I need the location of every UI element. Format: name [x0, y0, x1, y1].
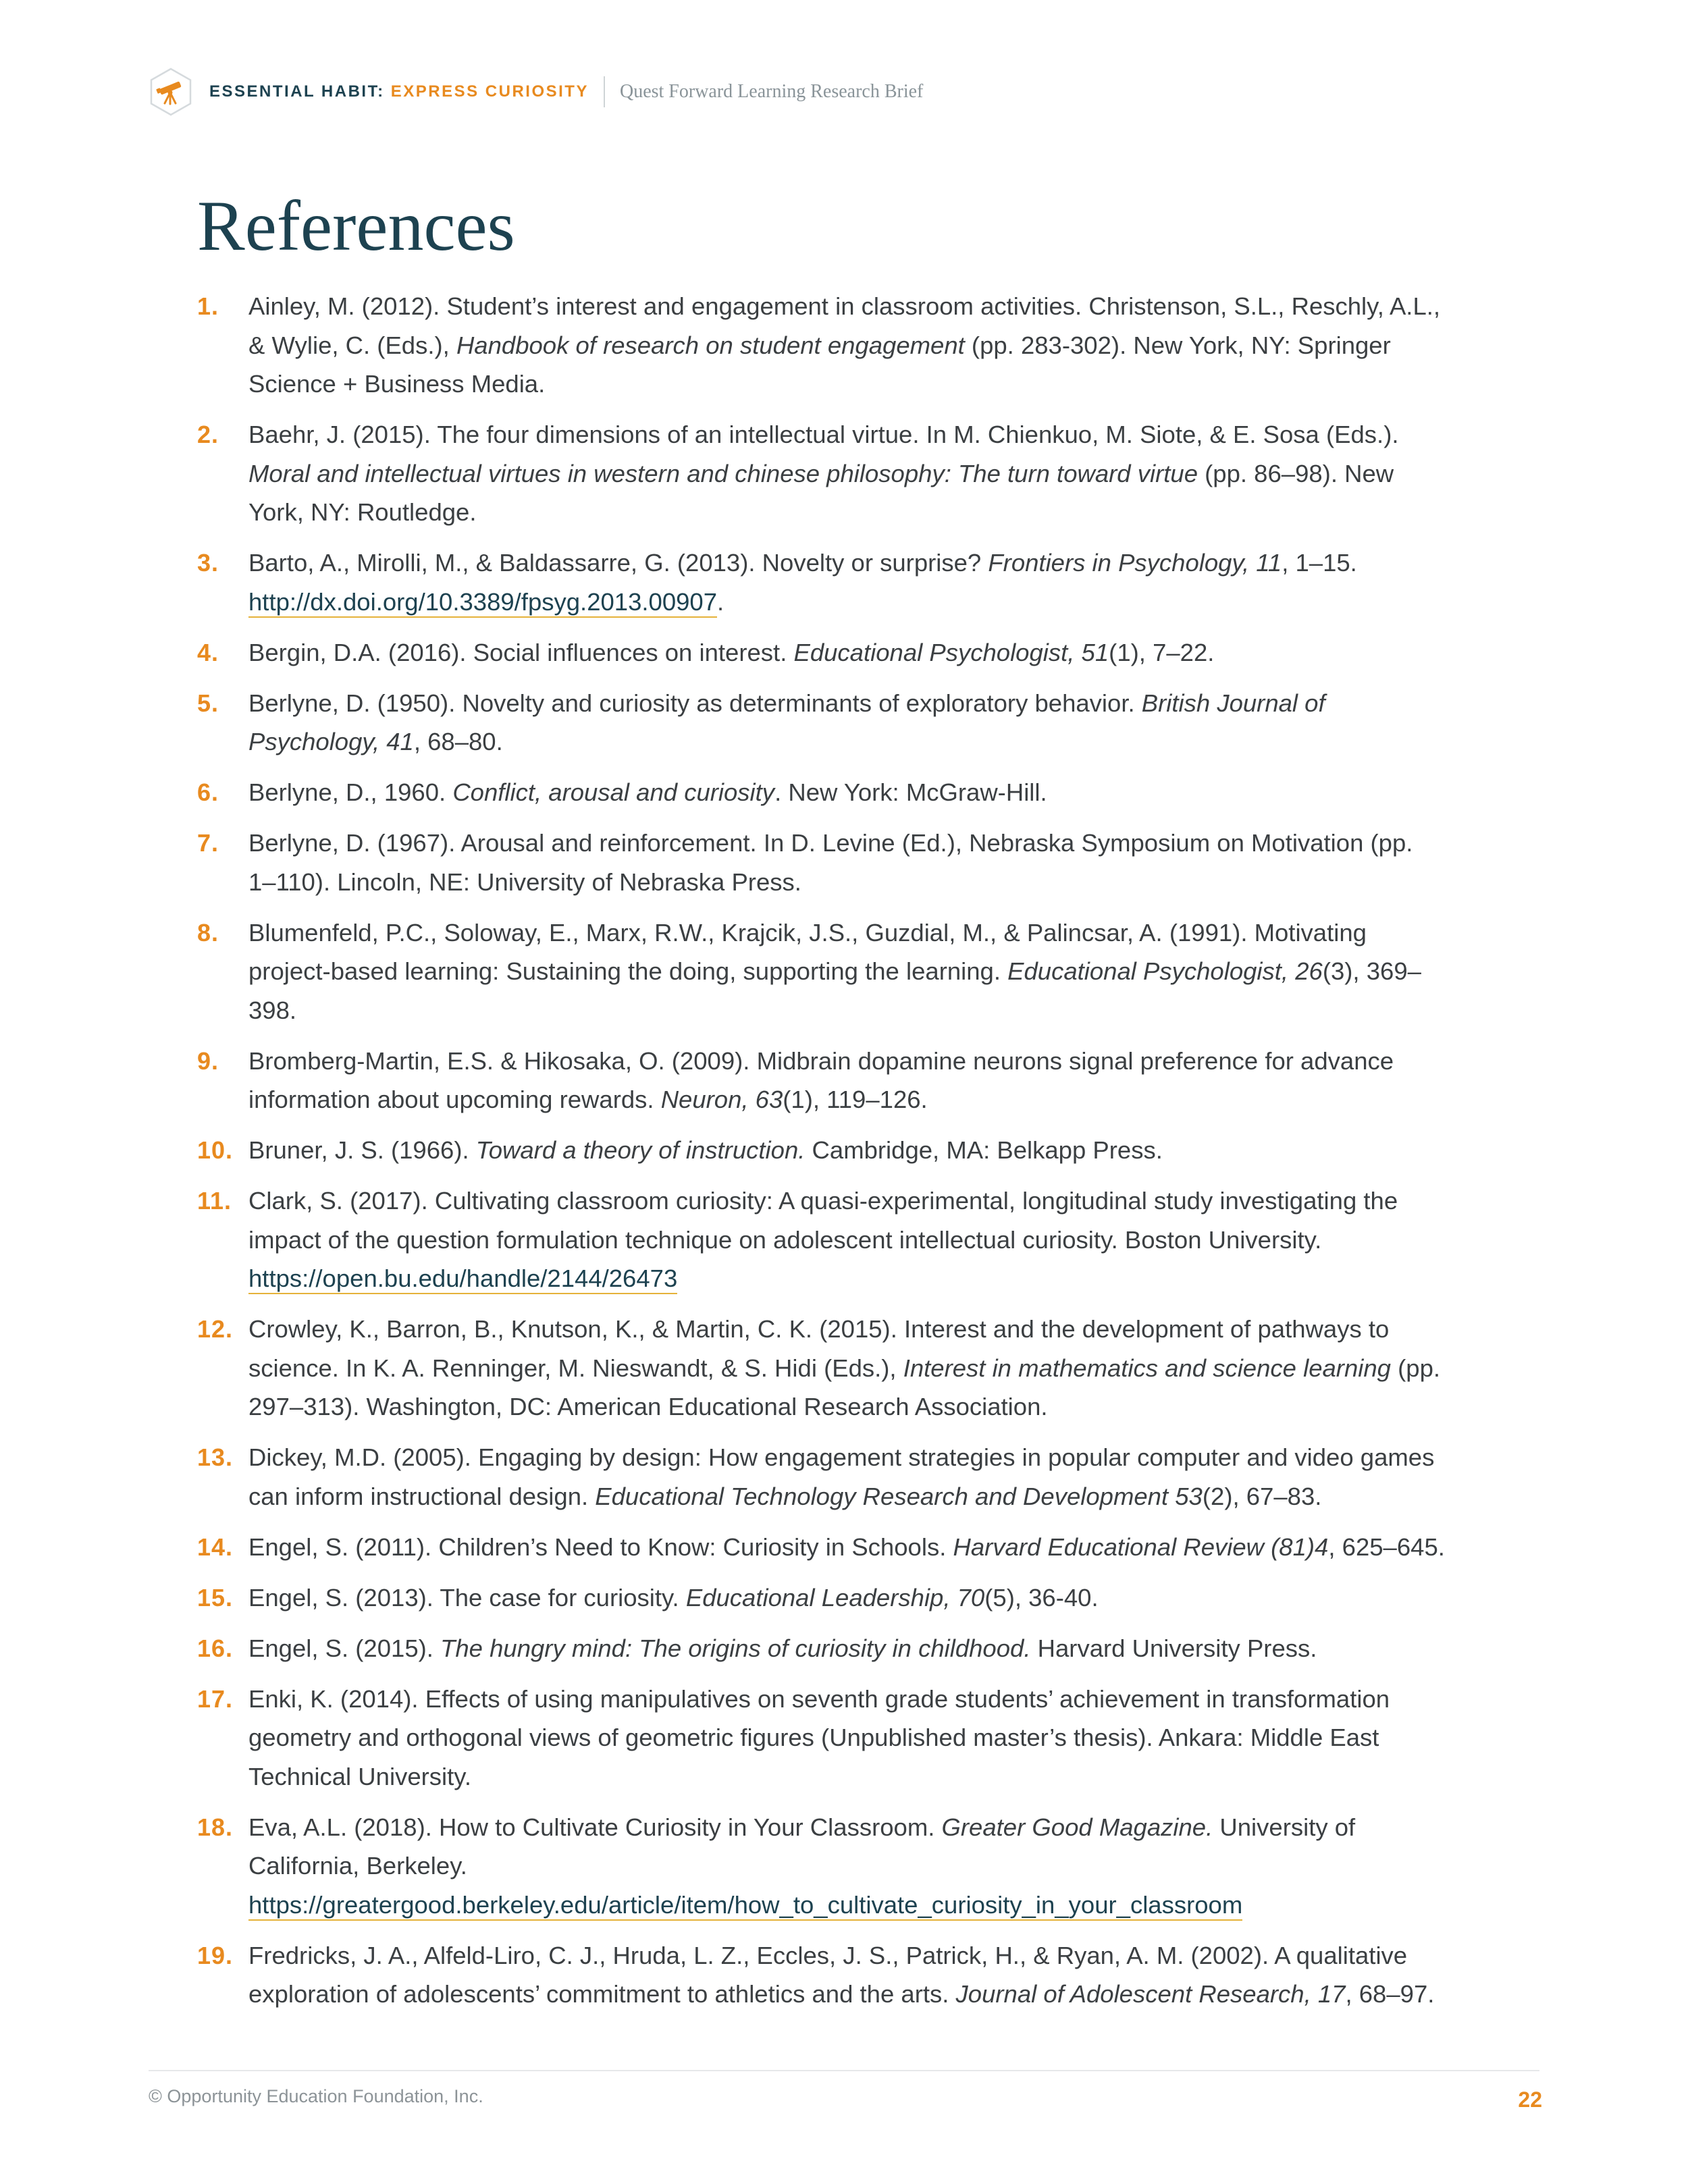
reference-segment: Bruner, J. S. (1966). [248, 1136, 476, 1164]
reference-text [248, 549, 1357, 618]
reference-number: 9. [197, 1046, 219, 1075]
reference-number: 4. [197, 638, 219, 666]
reference-italic-title: Moral and intellectual virtues in western and chinese philosophy: The turn toward virtue [248, 459, 1198, 487]
reference-italic-title: Journal of Adolescent Research, 17 [955, 1980, 1346, 2008]
reference-number: 15. [197, 1583, 234, 1612]
reference-segment: University of California, Berkeley. [248, 1813, 1356, 1880]
reference-segment: Ainley, M. (2012). Student’s interest and engagement in classroom activities. Christenson, S.L., Reschly, A.L., & Wylie, C. (Eds.), [248, 292, 1441, 359]
reference-text [248, 919, 1421, 1024]
reference-number: 6. [197, 778, 219, 806]
reference-item [197, 773, 1446, 812]
reference-item [197, 1042, 1446, 1119]
reference-number: 16. [197, 1634, 234, 1662]
reference-number: 13. [197, 1443, 234, 1471]
reference-item [197, 1808, 1446, 1925]
reference-segment: Cambridge, MA: Belkapp Press. [805, 1136, 1163, 1164]
reference-segment: Fredricks, J. A., Alfeld-Liro, C. J., Hruda, L. Z., Eccles, J. S., Patrick, H., & Ryan, A. M. (2002). A qualitative exploration of adolescents’ commitment to athletics and the arts. [248, 1941, 1408, 2008]
reference-item [197, 287, 1446, 404]
reference-number: 17. [197, 1684, 234, 1713]
reference-number: 7. [197, 829, 219, 857]
reference-segment: Crowley, K., Barron, B., Knutson, K., & Martin, C. K. (2015). Interest and the development of pathways to science. In K. A. Renninger, M. Nieswandt, & S. Hidi (Eds.), [248, 1315, 1390, 1382]
reference-number: 11. [197, 1187, 232, 1215]
reference-number: 2. [197, 421, 219, 448]
reference-number: 5. [197, 689, 219, 717]
reference-segment: (5), 36-40. [984, 1583, 1099, 1612]
reference-italic-title: Harvard Educational Review (81)4 [953, 1533, 1329, 1561]
reference-segment: Engel, S. (2015). [248, 1634, 441, 1662]
reference-item [197, 543, 1446, 621]
reference-item [197, 1181, 1446, 1298]
reference-item [197, 1528, 1446, 1567]
reference-text [248, 421, 1399, 526]
reference-text [248, 1187, 1398, 1294]
reference-segment: Berlyne, D. (1950). Novelty and curiosity as determinants of exploratory behavior. [248, 689, 1142, 717]
copyright-text: © Opportunity Education Foundation, Inc. [149, 2086, 483, 2106]
reference-item [197, 1578, 1446, 1618]
reference-text [248, 778, 1047, 806]
reference-italic-title: Neuron, 63 [660, 1086, 783, 1113]
reference-segment: Bergin, D.A. (2016). Social influences on interest. [248, 638, 794, 666]
reference-number: 12. [197, 1315, 234, 1343]
reference-link[interactable]: https://greatergood.berkeley.edu/article/item/how_to_cultivate_curiosity_in_your_classroom [248, 1891, 1242, 1921]
reference-segment: (3), 369–398. [248, 957, 1421, 1024]
reference-item [197, 684, 1446, 762]
reference-number: 19. [197, 1941, 234, 1969]
reference-italic-title: Educational Leadership, 70 [685, 1583, 985, 1612]
reference-italic-title: Conflict, arousal and curiosity [452, 778, 775, 806]
telescope-icon [149, 67, 193, 117]
reference-italic-title: Educational Technology Research and Development 53 [595, 1482, 1203, 1510]
reference-item [197, 1629, 1446, 1668]
reference-text [248, 639, 1214, 666]
reference-text [248, 1136, 1163, 1164]
footer-divider [149, 2070, 1539, 2071]
habit-name: EXPRESS CURIOSITY [390, 82, 589, 101]
reference-segment: Clark, S. (2017). Cultivating classroom curiosity: A quasi-experimental, longitudinal study investigating the impact of the question formulation technique on adolescent intellectual curiosity. Boston University. [248, 1187, 1398, 1254]
reference-segment: Berlyne, D., 1960. [248, 778, 453, 806]
reference-item [197, 1680, 1446, 1796]
reference-item [197, 1131, 1446, 1170]
reference-item [197, 1936, 1446, 2014]
reference-number: 14. [197, 1533, 234, 1561]
reference-segment: (2), 67–83. [1202, 1482, 1322, 1510]
reference-item [197, 633, 1446, 672]
reference-number: 8. [197, 918, 219, 947]
reference-item [197, 824, 1446, 901]
reference-segment: Enki, K. (2014). Effects of using manipulatives on seventh grade students’ achievement in transformation geometry and orthogonal views of geometric figures (Unpublished master’s thesis). Ankara: Middle East Technical University. [248, 1684, 1390, 1790]
reference-segment: , 1–15. [1282, 549, 1357, 577]
reference-italic-title: Frontiers in Psychology, 11 [988, 549, 1282, 577]
reference-italic-title: Educational Psychologist, 51 [793, 638, 1109, 666]
reference-link[interactable]: http://dx.doi.org/10.3389/fpsyg.2013.00907 [248, 588, 717, 618]
reference-list [197, 287, 1446, 2025]
page-number: 22 [1518, 2087, 1542, 2112]
reference-segment: (pp. 297–313). Washington, DC: American Educational Research Association. [248, 1354, 1441, 1420]
reference-segment: , 68–80. [413, 728, 503, 755]
reference-italic-title: Greater Good Magazine. [941, 1813, 1213, 1841]
header-divider [604, 76, 605, 107]
reference-segment: Barto, A., Mirolli, M., & Baldassarre, G. (2013). Novelty or surprise? [248, 549, 988, 577]
reference-italic-title: The hungry mind: The origins of curiosity in childhood. [440, 1634, 1031, 1662]
reference-segment: (1), 7–22. [1109, 638, 1215, 666]
reference-number: 1. [197, 292, 219, 320]
brief-title: Quest Forward Learning Research Brief [619, 81, 924, 102]
reference-number: 3. [197, 549, 219, 577]
reference-number: 10. [197, 1136, 234, 1164]
reference-segment: Eva, A.L. (2018). How to Cultivate Curiosity in Your Classroom. [248, 1813, 942, 1841]
reference-segment: , 68–97. [1345, 1980, 1435, 2008]
reference-item [197, 1310, 1446, 1427]
reference-segment: Berlyne, D. (1967). Arousal and reinforcement. In D. Levine (Ed.), Nebraska Symposium on Motivation (pp. 1–110). Lincoln, NE: University of Nebraska Press. [248, 829, 1413, 896]
reference-item [197, 415, 1446, 532]
reference-text [248, 689, 1325, 756]
reference-segment: (1), 119–126. [783, 1086, 928, 1113]
reference-segment: Engel, S. (2011). Children’s Need to Know: Curiosity in Schools. [248, 1533, 953, 1561]
reference-segment: Engel, S. (2013). The case for curiosity. [248, 1583, 686, 1612]
reference-text [248, 1315, 1440, 1420]
reference-segment: (pp. 283-302). New York, NY: Springer Science + Business Media. [248, 331, 1391, 398]
reference-segment: . [717, 587, 724, 616]
reference-italic-title: Toward a theory of instruction. [475, 1136, 806, 1164]
reference-text [248, 292, 1440, 398]
reference-item [197, 913, 1446, 1030]
page-header [149, 65, 923, 119]
reference-italic-title: Educational Psychologist, 26 [1007, 957, 1323, 985]
reference-text [248, 1533, 1445, 1561]
reference-segment: (pp. 86–98). New York, NY: Routledge. [248, 459, 1394, 526]
reference-segment: Baehr, J. (2015). The four dimensions of an intellectual virtue. In M. Chienkuo, M. Siote, & E. Sosa (Eds.). [248, 421, 1399, 448]
reference-text [248, 829, 1413, 896]
reference-segment: Harvard University Press. [1030, 1634, 1317, 1662]
reference-segment: Blumenfeld, P.C., Soloway, E., Marx, R.W., Krajcik, J.S., Guzdial, M., & Palincsar, A. (1991). Motivating project-based learning: Sustaining the doing, supporting the learning. [248, 918, 1367, 985]
reference-text [248, 1685, 1390, 1790]
reference-italic-title: British Journal of Psychology, 41 [248, 689, 1325, 755]
reference-text [248, 1047, 1394, 1114]
reference-italic-title: Interest in mathematics and science learning [903, 1354, 1391, 1382]
reference-text [248, 1443, 1434, 1510]
reference-item [197, 1438, 1446, 1516]
reference-link[interactable]: https://open.bu.edu/handle/2144/26473 [248, 1264, 677, 1294]
reference-text [248, 1584, 1099, 1612]
reference-text [248, 1634, 1317, 1662]
reference-text [248, 1813, 1355, 1921]
reference-segment: Dickey, M.D. (2005). Engaging by design: How engagement strategies in popular computer and video games can inform instructional design. [248, 1443, 1435, 1510]
reference-segment: . New York: McGraw-Hill. [774, 778, 1047, 806]
habit-label: ESSENTIAL HABIT: EXPRESS CURIOSITY [209, 82, 589, 101]
reference-italic-title: Handbook of research on student engagement [456, 331, 965, 359]
reference-text [248, 1942, 1434, 2008]
page-title: References [197, 186, 515, 265]
reference-segment: Bromberg-Martin, E.S. & Hikosaka, O. (2009). Midbrain dopamine neurons signal preference for advance information about upcoming rewards. [248, 1046, 1394, 1113]
reference-number: 18. [197, 1813, 234, 1841]
reference-segment: , 625–645. [1328, 1533, 1445, 1561]
